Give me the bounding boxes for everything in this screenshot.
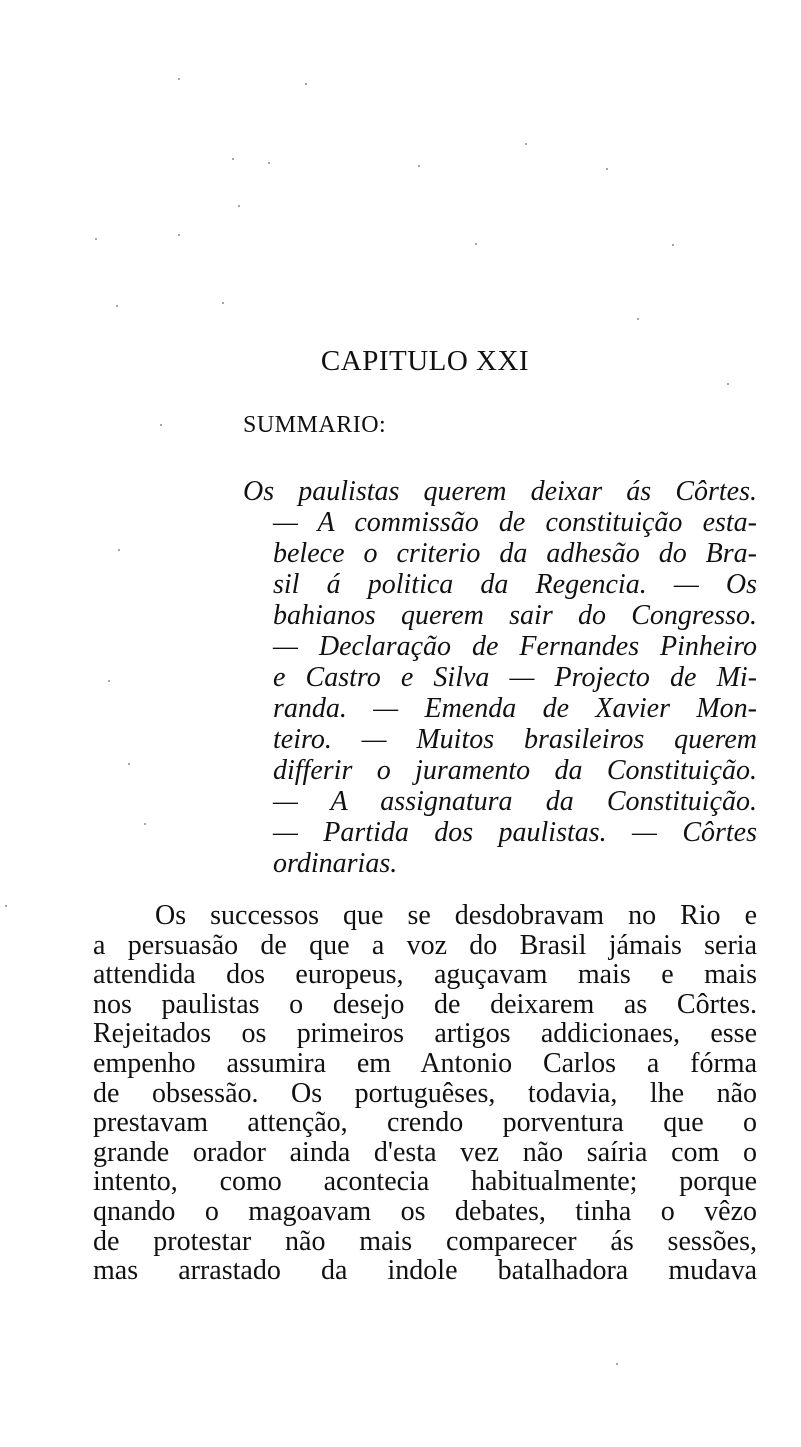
scan-speck — [5, 905, 7, 907]
body-line: attendida dos europeus, aguçavam mais e mais — [93, 959, 757, 991]
scan-speck — [616, 1363, 618, 1365]
summary-line: — A assignatura da Constituição. — [273, 786, 757, 817]
summary-line: bahianos querem sair do Congresso. — [273, 600, 757, 631]
body-line: a persuasão de que a voz do Brasil jámais seria — [93, 929, 757, 961]
scan-speck — [108, 680, 110, 682]
summary-paragraph — [243, 476, 757, 879]
summary-line: — A commissão de constituição esta- — [273, 507, 757, 538]
body-line: empenho assumira em Antonio Carlos a fórma — [93, 1047, 757, 1079]
body-line: qnando o magoavam os debates, tinha o vêzo — [93, 1195, 757, 1227]
body-line: mas arrastado da indole batalhadora mudava — [93, 1255, 757, 1287]
summary-line: — Partida dos paulistas. — Côrtes — [273, 817, 757, 848]
summary-line: randa. — Emenda de Xavier Mon- — [273, 693, 757, 724]
scan-speck — [475, 243, 477, 245]
scan-speck — [128, 763, 130, 765]
scan-speck — [268, 162, 270, 164]
scan-speck — [727, 383, 729, 385]
scan-speck — [305, 83, 307, 85]
body-line: de obsessão. Os portuguêses, todavia, lhe não — [93, 1077, 757, 1109]
summary-line: e Castro e Silva — Projecto de Mi- — [273, 662, 757, 693]
summary-line: teiro. — Muitos brasileiros querem — [273, 724, 757, 755]
chapter-title: CAPITULO XXI — [320, 345, 530, 377]
summary-line: belece o criterio da adhesão do Bra- — [273, 538, 757, 569]
body-line: nos paulistas o desejo de deixarem as Côrtes. — [93, 988, 757, 1020]
body-line: grande orador ainda d'esta vez não saíria com o — [93, 1136, 757, 1168]
scan-speck — [418, 165, 420, 167]
scan-speck — [118, 549, 120, 551]
summary-label: SUMMARIO: — [243, 412, 387, 438]
body-line: de protestar não mais comparecer ás sessões, — [93, 1225, 757, 1257]
body-line: prestavam attenção, crendo porventura que o — [93, 1107, 757, 1139]
summary-line: sil á politica da Regencia. — Os — [273, 569, 757, 600]
body-line: Rejeitados os primeiros artigos addicionaes, esse — [93, 1018, 757, 1050]
body-line: Os successos que se desdobravam no Rio e — [155, 900, 757, 931]
scan-speck — [160, 424, 162, 426]
summary-line: Os paulistas querem deixar ás Côrtes. — [243, 476, 757, 507]
scan-speck — [178, 234, 180, 236]
scan-speck — [232, 158, 234, 160]
body-line: intento, como acontecia habitualmente; porque — [93, 1166, 757, 1198]
summary-line: ordinarias. — [273, 848, 398, 879]
body-paragraph — [93, 901, 757, 1286]
summary-line: — Declaração de Fernandes Pinheiro — [273, 631, 757, 662]
scan-speck — [606, 168, 608, 170]
scan-speck — [95, 238, 97, 240]
scan-speck — [116, 305, 118, 307]
scan-speck — [178, 78, 180, 80]
scan-speck — [238, 205, 240, 207]
scan-speck — [222, 302, 224, 304]
scan-speck — [637, 318, 639, 320]
summary-line: differir o juramento da Constituição. — [273, 755, 757, 786]
scan-speck — [672, 244, 674, 246]
scan-speck — [144, 823, 146, 825]
scan-speck — [525, 143, 527, 145]
